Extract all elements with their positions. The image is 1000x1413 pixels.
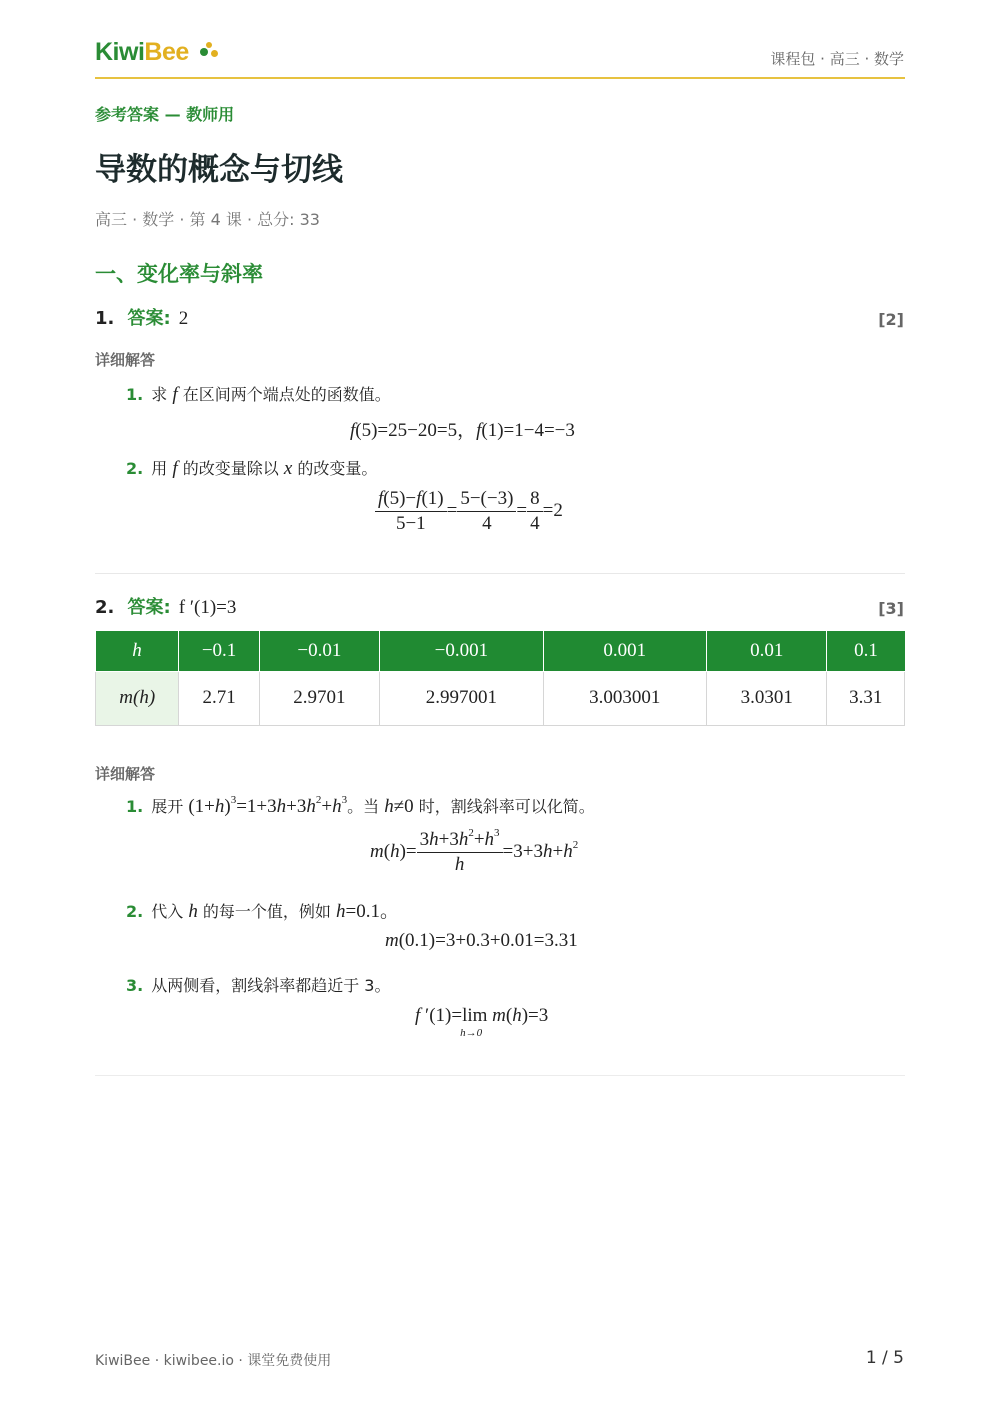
answer-value: f ′(1)=3 [178, 597, 237, 618]
detail-label: 详细解答 [95, 351, 156, 369]
table-cell: 2.9701 [259, 671, 379, 725]
answer-label: 答案: [127, 597, 171, 618]
table-header-cell: −0.01 [259, 631, 379, 671]
table-header-cell: h [96, 631, 179, 671]
question-1-heading [95, 304, 188, 330]
q1-step-1-equation: f(5)=25−20=5，f(1)=1−4=−3 [350, 420, 575, 441]
step-variable: f [172, 384, 178, 405]
step-number: 1. [126, 797, 144, 816]
values-table [95, 631, 905, 726]
page-title: 导数的概念与切线 [95, 152, 343, 188]
q2-step-2 [126, 896, 399, 923]
step-text: 从两侧看，割线斜率都趋近于 3。 [151, 976, 391, 995]
step-variable: f [172, 458, 178, 479]
step-text: 的改变量除以 [182, 459, 279, 478]
lesson-meta: 高三 · 数学 · 第 4 课 · 总分: 33 [95, 210, 320, 229]
step-inline-math: $(1+h)^3=1+3h+3h^2+h^3$ [188, 794, 348, 817]
question-divider [95, 573, 905, 574]
table-header-row [96, 631, 905, 671]
table-header-cell: −0.001 [380, 631, 543, 671]
step-inline-math: h=0.1。 [336, 901, 399, 922]
step-number: 1. [126, 385, 144, 404]
table-header-cell: 0.1 [827, 631, 905, 671]
breadcrumb: 课程包 · 高三 · 数学 [770, 50, 904, 68]
step-text: 。当 [347, 797, 380, 816]
table-row-label: m(h) [96, 671, 179, 725]
question-2-heading [95, 593, 236, 619]
step-number: 3. [126, 976, 144, 995]
step-number: 2. [126, 459, 144, 478]
brand-kiwi: Kiwi [95, 38, 145, 66]
step-text: 代入 [151, 902, 184, 921]
step-text: 的改变量。 [297, 459, 378, 478]
step-text: 求 [151, 385, 168, 404]
table-cell: 2.997001 [380, 671, 543, 725]
table-header-cell: −0.1 [179, 631, 259, 671]
table-cell: 3.003001 [543, 671, 706, 725]
brand-logo [95, 38, 189, 67]
step-text: 在区间两个端点处的函数值。 [182, 385, 391, 404]
q2-step-2-equation: m(0.1)=3+0.3+0.01=3.31 [385, 930, 578, 951]
step-variable: x [283, 458, 293, 479]
table-header-cell: 0.001 [543, 631, 706, 671]
table-row [96, 671, 905, 725]
q1-step-2 [126, 456, 377, 480]
logo-bee-icon [200, 42, 220, 60]
q2-step-3 [126, 973, 391, 996]
question-1-points: [2] [878, 310, 904, 329]
answer-key-kicker: 参考答案 — 教师用 [95, 105, 235, 124]
footer-text: KiwiBee · kiwibee.io · 课堂免费使用 [95, 1353, 332, 1369]
brand-bee: Bee [144, 38, 189, 66]
q1-step-2-equation: $\frac{f(5)-f(1)}{5-1}$ = $\frac{5-(-3)}{4}$ = $\frac{8}{4}$ =2 [375, 488, 563, 535]
q2-step-1 [126, 794, 595, 818]
step-inline-math: h≠0 [384, 796, 414, 817]
header-divider [95, 77, 905, 79]
question-number: 2. [95, 597, 115, 618]
q2-step-1-equation: m(h)= $\frac{3h+3h^2+h^3}{h}$ $=3+3h+h^2$ [370, 827, 579, 875]
page-number: 1 / 5 [865, 1348, 904, 1368]
table-cell: 2.71 [179, 671, 259, 725]
q2-step-3-equation: f ′(1)=lim h→0 m(h)=3 [415, 1005, 549, 1039]
step-text: 的每一个值，例如 [202, 902, 331, 921]
q1-step-1 [126, 382, 391, 406]
table-cell: 3.0301 [707, 671, 827, 725]
step-text: 展开 [151, 797, 184, 816]
detail-label: 详细解答 [95, 765, 156, 783]
table-header-cell: 0.01 [707, 631, 827, 671]
question-number: 1. [95, 308, 115, 329]
step-text: 用 [151, 459, 168, 478]
table-cell: 3.31 [827, 671, 905, 725]
step-number: 2. [126, 902, 144, 921]
answer-label: 答案: [127, 308, 171, 329]
question-2-points: [3] [878, 599, 904, 618]
step-text: 时，割线斜率可以化简。 [418, 797, 595, 816]
step-variable: h [188, 901, 198, 922]
answer-value: 2 [178, 308, 189, 329]
section-title: 一、变化率与斜率 [95, 262, 263, 286]
content-end-divider [95, 1075, 905, 1076]
